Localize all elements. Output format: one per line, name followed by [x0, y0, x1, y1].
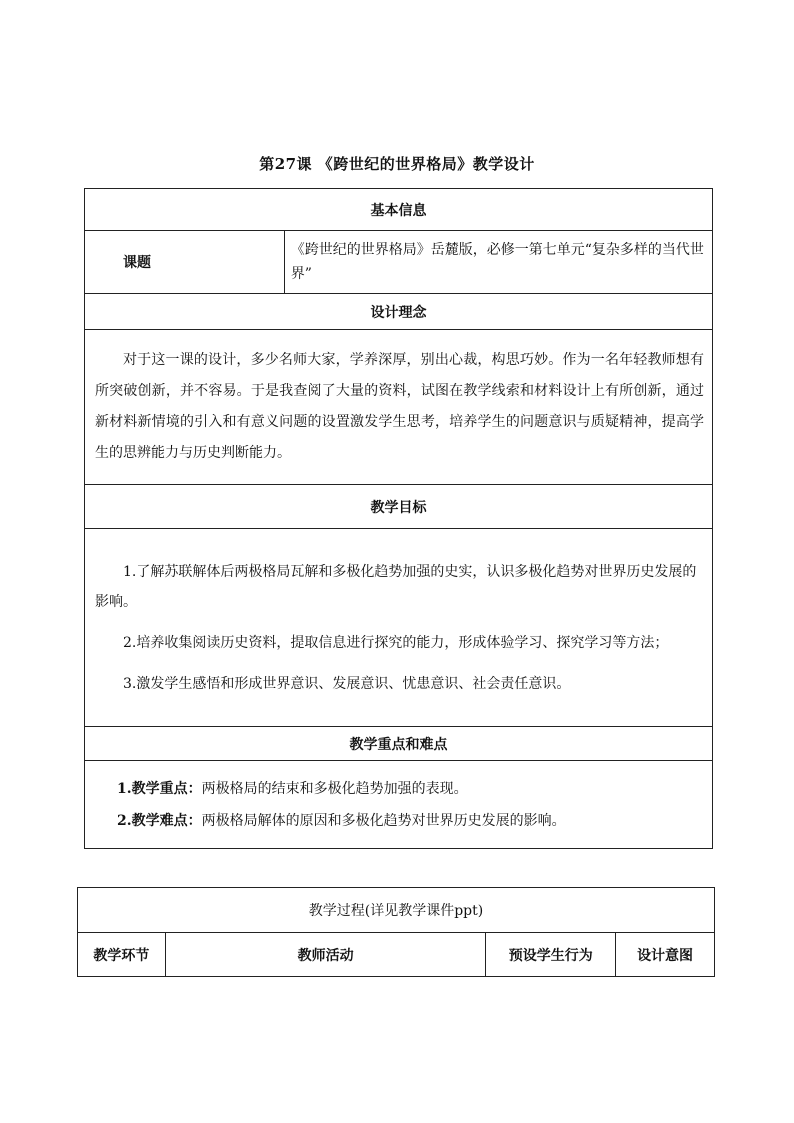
column-header: 预设学生行为 [486, 933, 616, 977]
design-concept-header: 设计理念 [85, 294, 713, 330]
design-table [84, 188, 713, 849]
objective-item: 1.了解苏联解体后两极格局瓦解和多极化趋势加强的史实，认识多极化趋势对世界历史发展的影响。 [95, 563, 697, 610]
objectives-list [85, 529, 713, 727]
teaching-focus-label: 1.教学重点： [117, 780, 202, 797]
process-table [77, 887, 715, 977]
basic-info-header: 基本信息 [85, 189, 713, 231]
design-concept-paragraph: 对于这一课的设计，多少名师大家，学养深厚，别出心裁，构思巧妙。作为一名年轻教师想有所突破创新，并不容易。于是我查阅了大量的资料，试图在教学线索和材料设计上有所创新，通过新材料新情境的引入和有意义问题的设置激发学生思考，培养学生的问题意识与质疑精神，提高学生的思辨能力与历史判断能力。 [95, 352, 704, 461]
design-concept-text [85, 330, 713, 485]
topic-value: 《跨世纪的世界格局》岳麓版，必修一第七单元“复杂多样的当代世界” [284, 231, 712, 294]
topic-label: 课题 [85, 231, 285, 294]
key-points-header: 教学重点和难点 [85, 727, 713, 761]
column-header: 教学环节 [78, 933, 166, 977]
column-header: 设计意图 [616, 933, 715, 977]
teaching-difficulty [95, 811, 704, 831]
column-header: 教师活动 [165, 933, 485, 977]
objective-item: 3.激发学生感悟和形成世界意识、发展意识、忧患意识、社会责任意识。 [123, 675, 571, 692]
teaching-difficulty-label: 2.教学难点： [117, 812, 202, 829]
teaching-difficulty-text: 两极格局解体的原因和多极化趋势对世界历史发展的影响。 [201, 812, 566, 829]
objectives-header: 教学目标 [85, 485, 713, 529]
objective-item: 2.培养收集阅读历史资料，提取信息进行探究的能力，形成体验学习、探究学习等方法； [123, 634, 669, 651]
page-title: 第27课 《跨世纪的世界格局》教学设计 [259, 155, 535, 173]
key-points-body [85, 761, 713, 849]
teaching-focus [95, 779, 704, 799]
process-header: 教学过程(详见教学课件ppt) [78, 888, 715, 933]
teaching-focus-text: 两极格局的结束和多极化趋势加强的表现。 [201, 780, 468, 797]
